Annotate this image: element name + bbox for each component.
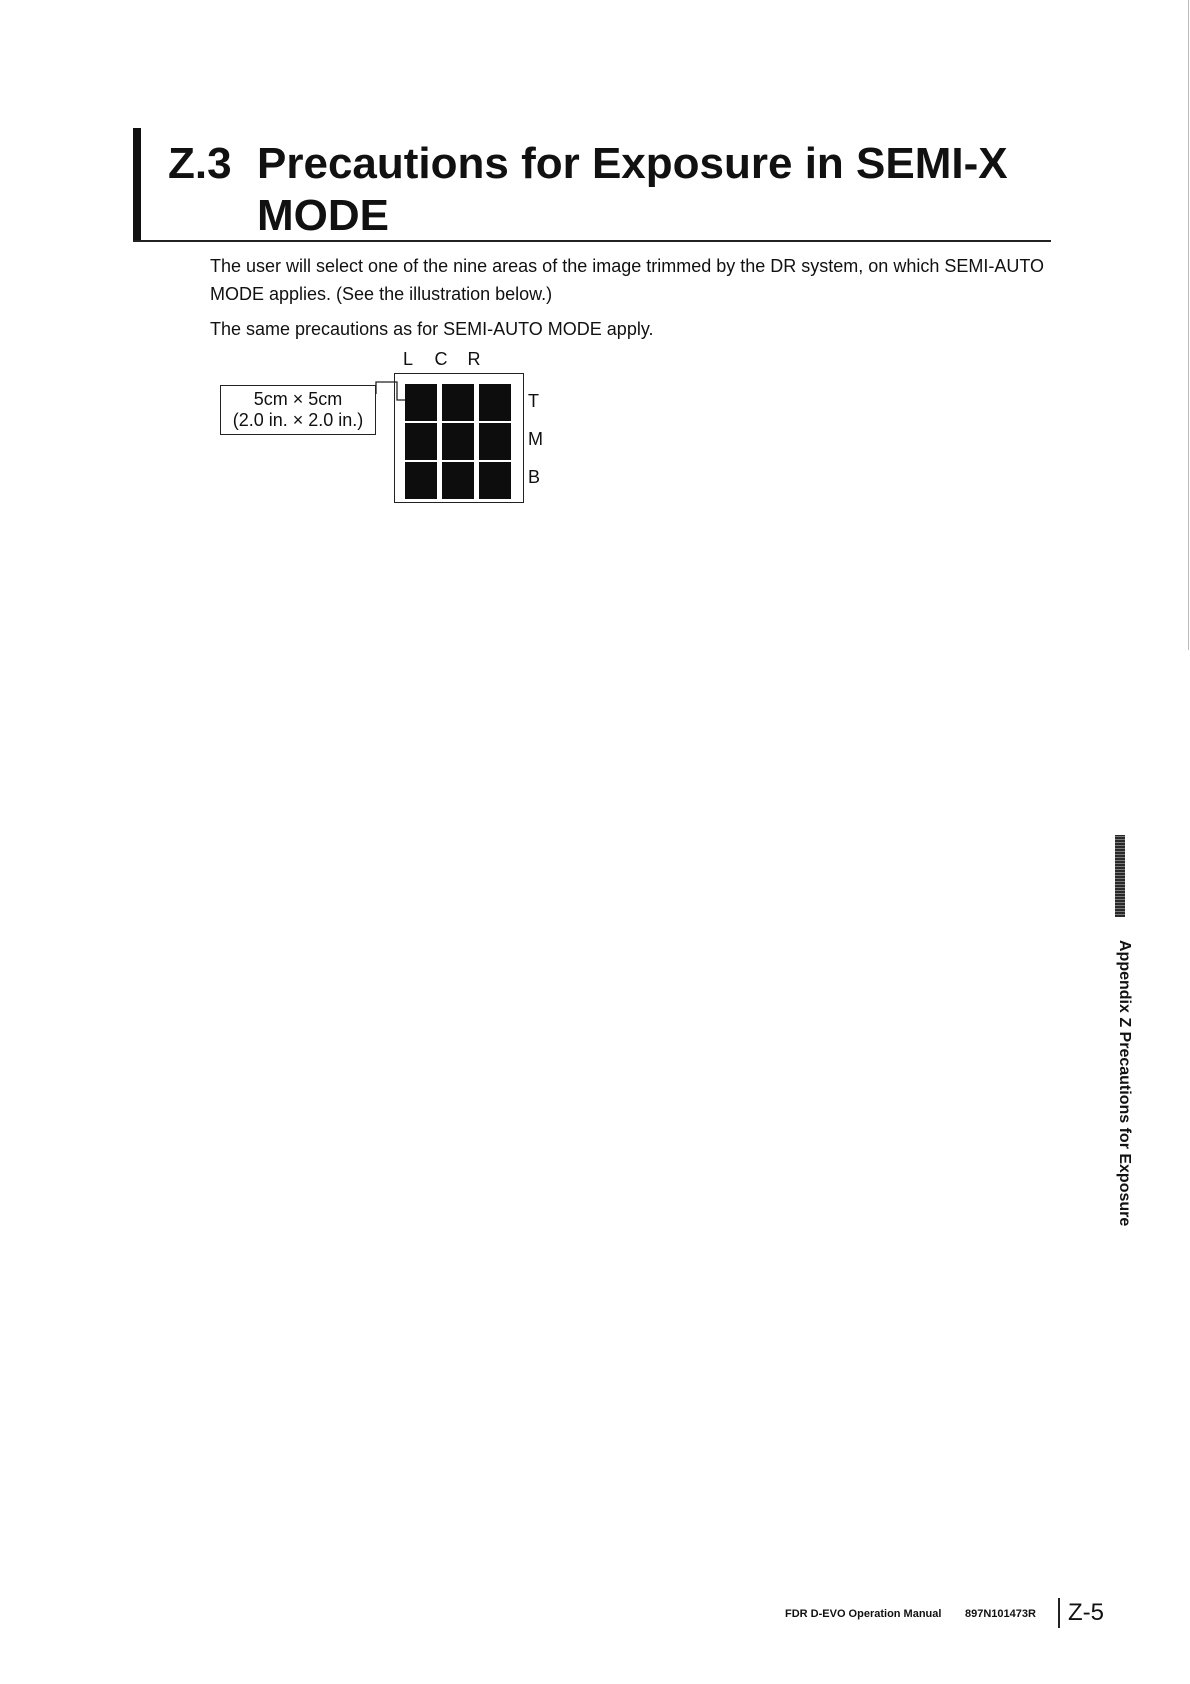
intro-paragraph: The user will select one of the nine areas of the image trimmed by the DR system, on which SEMI-AUTO MODE applies. (See the illustration below.) [210,256,1045,304]
area-cell-bottom-left [405,462,437,499]
heading-accent-bar [133,128,141,241]
column-label-left: L [402,349,413,369]
side-tab-marker [1115,835,1125,917]
row-label-bottom: B [528,467,541,487]
footer-divider [1058,1598,1060,1628]
area-cell-middle-center [442,423,474,460]
area-size-imperial: (2.0 in. × 2.0 in.) [232,410,364,430]
page-edge-line [1188,0,1189,650]
area-cell-bottom-center [442,462,474,499]
nine-area-illustration [210,348,610,508]
area-size-callout [220,385,376,435]
area-cell-top-left [405,384,437,421]
heading-rule [133,240,1051,242]
area-cell-bottom-right [479,462,511,499]
row-label-top: T [528,391,539,411]
area-cell-top-right [479,384,511,421]
area-cell-middle-left [405,423,437,460]
area-cell-middle-right [479,423,511,460]
column-label-center: C [434,349,448,369]
footer-document-code: 897N101473R [965,1608,1036,1620]
page-number: Z-5 [1068,1599,1104,1626]
grid-frame [394,373,524,503]
section-number: Z.3 [168,139,232,188]
side-tab-label: Appendix Z Precautions for Exposure [1116,940,1133,1227]
footer-manual-title: FDR D-EVO Operation Manual [785,1608,942,1620]
column-label-right: R [467,349,481,369]
row-label-middle: M [528,429,543,449]
section-title: Precautions for Exposure in SEMI-X MODE [257,139,1008,240]
area-cell-top-center [442,384,474,421]
precautions-paragraph: The same precautions as for SEMI-AUTO MODE apply. [210,319,654,339]
area-size-metric: 5cm × 5cm [253,389,343,409]
